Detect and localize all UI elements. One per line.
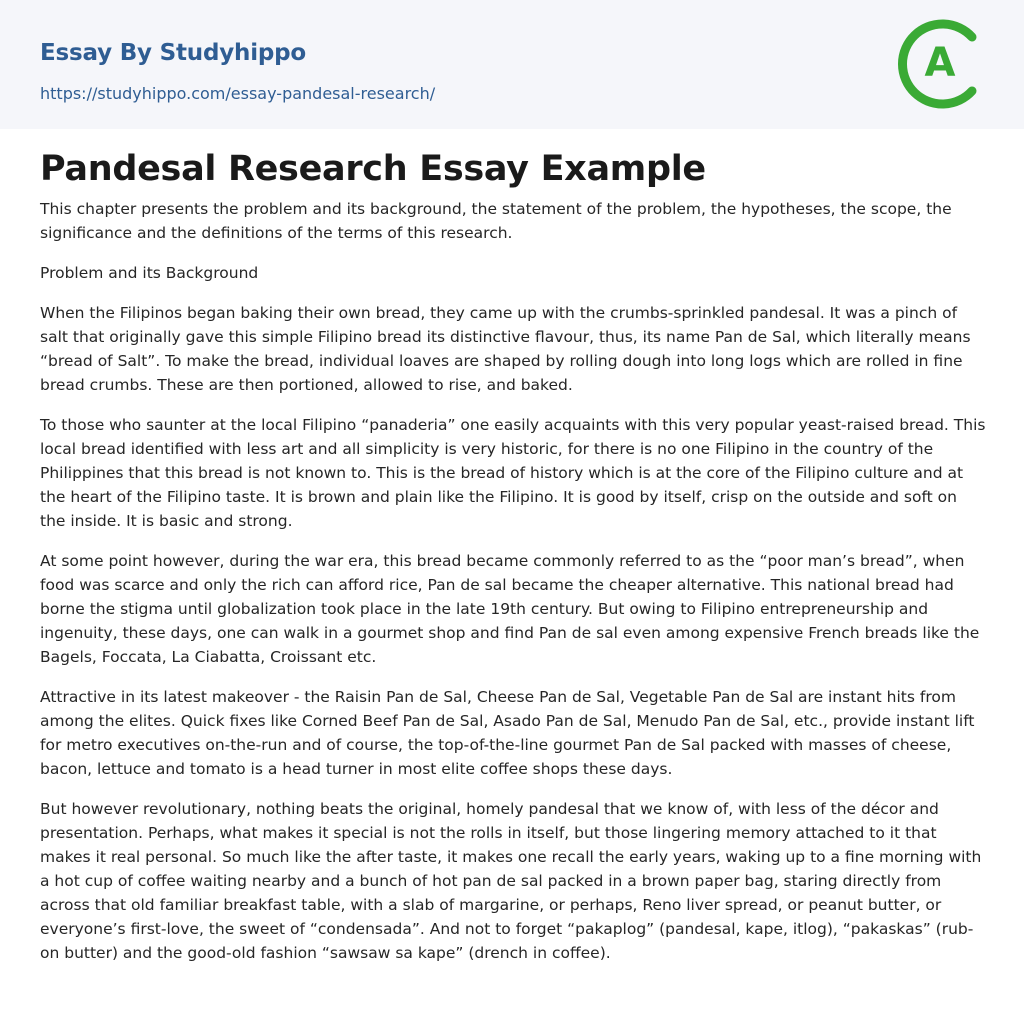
page-title: Pandesal Research Essay Example [40,149,706,189]
site-title[interactable]: Essay By Studyhippo [40,40,307,66]
site-header [0,0,1024,129]
source-url-link[interactable]: https://studyhippo.com/essay-pandesal-research/ [40,84,436,103]
article [0,149,1024,965]
studyhippo-logo-icon[interactable] [894,16,990,112]
paragraph: To those who saunter at the local Filipino “panaderia” one easily acquaints with this very popular yeast-raised bread. This local bread identified with less art and all simplicity is very historic, for there is no one Filipino in the country of the Philippines that this bread is not known to. This is the bread of history which is at the core of the Filipino culture and at the heart of the Filipino taste. It is brown and plain like the Filipino. It is good by itself, crisp on the outside and soft on the inside. It is basic and strong. [40,416,986,531]
paragraph: But however revolutionary, nothing beats the original, homely pandesal that we know of, with less of the décor and presentation. Perhaps, what makes it special is not the rolls in itself, but those lingering memory attached to it that makes it real personal. So much like the after taste, it makes one recall the early years, waking up to a fine morning with a hot cup of coffee waiting nearby and a bunch of hot pan de sal packed in a brown paper bag, staring directly from across that old familiar breakfast table, with a slab of margarine, or perhaps, Reno liver spread, or peanut butter, or everyone’s first-love, the sweet of “condensada”. And not to forget “pakaplog” (pandesal, kape, itlog), “pakaskas” (rub-on butter) and the good-old fashion “sawsaw sa kape” (drench in coffee). [40,800,982,963]
paragraph: When the Filipinos began baking their own bread, they came up with the crumbs-sprinkled pandesal. It was a pinch of salt that originally gave this simple Filipino bread its distinctive flavour, thus, its name Pan de Sal, which literally means “bread of Salt”. To make the bread, individual loaves are shaped by rolling dough into long logs which are rolled in fine bread crumbs. These are then portioned, allowed to rise, and baked. [40,304,971,395]
paragraph: Attractive in its latest makeover - the Raisin Pan de Sal, Cheese Pan de Sal, Vegetable Pan de Sal are instant hits from among the elites. Quick fixes like Corned Beef Pan de Sal, Asado Pan de Sal, Menudo Pan de Sal, etc., provide instant lift for metro executives on-the-run and of course, the top-of-the-line gourmet Pan de Sal packed with masses of cheese, bacon, lettuce and tomato is a head turner in most elite coffee shops these days. [40,688,975,779]
logo-letter: A [924,40,956,86]
section-heading-problem-background: Problem and its Background [40,264,259,283]
paragraph: At some point however, during the war era, this bread became commonly referred to as the “poor man’s bread”, when food was scarce and only the rich can afford rice, Pan de sal became the cheaper alternative. This national bread had borne the stigma until globalization took place in the late 19th century. But owing to Filipino entrepreneurship and ingenuity, these days, one can walk in a gourmet shop and find Pan de sal even among expensive French breads like the Bagels, Foccata, La Ciabatta, Croissant etc. [40,552,980,667]
paragraph-intro: This chapter presents the problem and its background, the statement of the problem, the hypotheses, the scope, the significance and the definitions of the terms of this research. [40,200,952,243]
